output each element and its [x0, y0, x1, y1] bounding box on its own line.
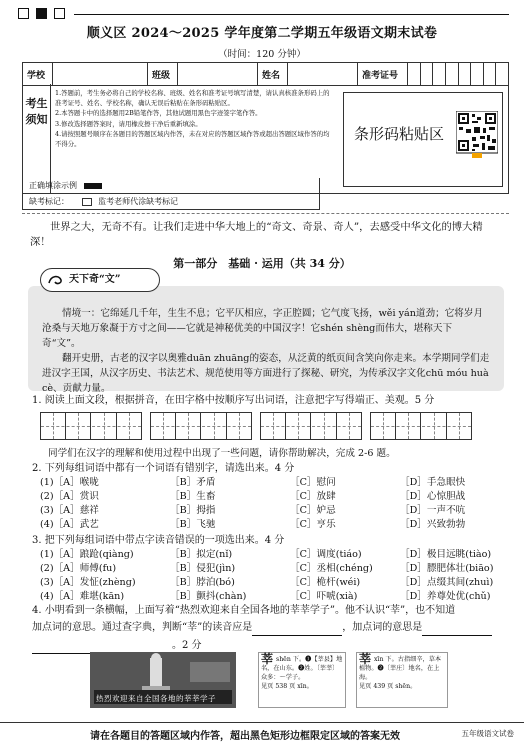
option[interactable]: ［B］生畜 — [170, 491, 216, 502]
class-field[interactable] — [178, 63, 258, 86]
absent-row — [22, 194, 320, 210]
notice-label: 考生须知 — [23, 84, 51, 194]
reading-tag — [40, 268, 160, 292]
absent-label: 缺考标记： — [29, 197, 69, 206]
option[interactable]: ［B］拟定(nǐ) — [170, 549, 233, 560]
question-4-line1: 4. 小明看到一条横幅，上面写着“热烈欢迎来自全国各地的莘莘学子”。他不认识“莘”，也不知道 — [32, 605, 456, 616]
option[interactable]: (3)［A］发怔(zhèng) — [40, 577, 136, 588]
option[interactable]: ［C］丞相(chéng) — [290, 563, 373, 574]
option[interactable]: ［D］点缀其间(zhuì) — [400, 577, 494, 588]
footer-subject: 五年级语文试卷 — [461, 729, 514, 738]
exam-title: 顺义区 2024～2025 学年度第二学期五年级语文期末试卷 — [86, 26, 438, 41]
answer-blank-meaning[interactable] — [422, 621, 492, 636]
dict-body: shēn 下。❶【莘县】地名，在山东。❷姓。〔莘莘〕众多：～学子。 — [261, 656, 343, 681]
absent-checkbox[interactable] — [82, 198, 92, 206]
option[interactable]: ［B］颤抖(chàn) — [170, 591, 247, 602]
section-title: 第一部分 基础 · 运用（共 34 分） — [173, 257, 351, 270]
notice-item: 2.本答题卡中的选择题用2B铅笔作答，其他试题用黑色字迹签字笔作答。 — [55, 109, 262, 118]
answer-grid-4[interactable] — [370, 412, 472, 440]
option[interactable]: (3)［A］慈祥 — [40, 505, 99, 516]
tianzige-row — [40, 412, 500, 440]
option[interactable]: ［B］飞驰 — [170, 519, 216, 530]
option[interactable]: ［D］极目远眺(tiào) — [400, 549, 492, 560]
option[interactable]: ［D］心惊胆战 — [400, 491, 466, 502]
banner-photo — [90, 652, 236, 708]
option[interactable]: (1)［A］踉跄(qiàng) — [40, 549, 134, 560]
question-2: 2. 下列每组词语中都有一个词语有错别字，请选出来。4 分 — [32, 463, 295, 474]
banner-text: 热烈欢迎来自全国各地的莘莘学子 — [96, 694, 216, 703]
option[interactable]: (2)［A］赏识 — [40, 491, 99, 502]
school-label: 学校 — [23, 63, 53, 86]
reading-tag-label: 天下奇“文” — [69, 274, 121, 285]
dict-page: 见页 439 页 shēn。 — [359, 683, 417, 690]
dictionary-entry-shen — [258, 652, 346, 708]
option[interactable]: ［D］一声不吭 — [400, 505, 466, 516]
dictionary-entry-xin — [356, 652, 448, 708]
name-label: 姓名 — [258, 63, 288, 86]
option[interactable]: ［C］吓唬(xià) — [290, 591, 358, 602]
notice-item: 4.请按照题号顺序在各题目的答题区域内作答，未在对应的答题区域作答或超出答题区域作答的均不得分。 — [55, 129, 330, 149]
option[interactable]: (4)［A］难堪(kān) — [40, 591, 125, 602]
notice-item: 3.修改选择题答案时，请用橡皮擦干净后重新填涂。 — [55, 119, 202, 128]
answer-blank-reading[interactable] — [252, 621, 342, 636]
footer-notice: 请在各题目的答题区域内作答，超出黑色矩形边框限定区域的答案无效 — [90, 731, 400, 742]
option[interactable]: ［B］侵犯(jìn) — [170, 563, 236, 574]
dict-head: 莘 — [261, 652, 274, 666]
exam-no-field[interactable] — [408, 63, 509, 86]
corner-square-outline — [18, 8, 29, 19]
corner-square-filled — [36, 8, 47, 19]
absent-note: 监考老师代涂缺考标记 — [98, 197, 179, 206]
question-1: 1. 阅读上面文段，根据拼音，在田字格中按顺序写出词语，注意把字写得端正、美观。5 分 — [32, 395, 435, 406]
answer-grid-2[interactable] — [150, 412, 252, 440]
class-label: 班级 — [148, 63, 178, 86]
option[interactable]: ［D］手急眼快 — [400, 477, 466, 488]
option[interactable]: ［C］亨乐 — [290, 519, 336, 530]
reading-p1: 情境一：它绵延几千年，生生不息；它平仄相应，字正腔圆；它气度飞扬，wěi yán道劲；它将岁月沧桑与天地万象凝于方寸之间——它就是神秘优美的中国汉字！它shén shèng而伟大，堪称天下奇“文”。 — [42, 308, 484, 349]
option[interactable]: ［B］拇指 — [170, 505, 216, 516]
answer-grid-3[interactable] — [260, 412, 362, 440]
header-rule — [74, 14, 509, 15]
fill-example-row — [22, 178, 320, 194]
dict-body: xīn 下。古指细辛，草本植物。❷〔莘庄〕地名，在上海。 — [359, 656, 442, 681]
option[interactable]: ［B］矛盾 — [170, 477, 216, 488]
question-4-line2: 加点词的意思。通过查字典，判断“莘”的读音应是 ，加点词的意思是 — [32, 621, 502, 636]
barcode-label: 条形码粘贴区 — [354, 125, 445, 143]
corner-square-outline — [54, 8, 65, 19]
divider — [22, 213, 509, 214]
option[interactable]: (4)［A］武艺 — [40, 519, 99, 530]
filled-mark-icon — [84, 183, 102, 189]
option[interactable]: ［C］慰问 — [290, 477, 336, 488]
question-3: 3. 把下列每组词语中带点字读音错误的一项选出来。4 分 — [32, 535, 285, 546]
barcode-area — [343, 92, 503, 187]
option[interactable]: ［C］调度(tiáo) — [290, 549, 362, 560]
option[interactable]: (1)［A］喉咙 — [40, 477, 99, 488]
notice-list — [55, 88, 335, 149]
option[interactable]: ［C］妒忌 — [290, 505, 336, 516]
dict-page: 见页 538 页 xīn。 — [261, 683, 313, 690]
option[interactable]: (2)［A］师傅(fu) — [40, 563, 117, 574]
option[interactable]: ［D］兴致勃勃 — [400, 519, 466, 530]
swirl-icon — [47, 273, 65, 287]
student-info-row — [22, 62, 509, 86]
notice-item: 1.答题前，考生务必将自己的学校名称、班级、姓名和准考证号填写清楚，请认真核准条形码上的准考证号、姓名、学校名称，确认无误后粘贴在条形码粘贴区。 — [55, 89, 330, 108]
intro-paragraph: 世界之大，无奇不有。让我们走进中华大地上的“奇文、奇景、奇人”，去感受中华文化的博大精深！ — [30, 221, 483, 248]
bridge-text: 同学们在汉字的理解和使用过程中出现了一些问题，请你帮助解决，完成 2-6 题。 — [48, 448, 396, 459]
option[interactable]: ［B］脖泊(bó) — [170, 577, 235, 588]
question-4: 4. 小明看到一条横幅，上面写着“热烈欢迎来自全国各地的莘莘学子”。他不认识“莘”，也不知道 加点词的意思。通过查字典，判断“莘”的读音应是 ，加点词的意思是 。2 分 — [32, 604, 502, 654]
dict-head: 莘 — [359, 652, 372, 666]
footer — [0, 722, 524, 743]
reading-text — [42, 306, 490, 396]
option[interactable]: ［D］膘肥体壮(biāo) — [400, 563, 494, 574]
reading-p2: 翻开史册，古老的汉字以奥雅duān zhuāng的姿态，从泛黄的纸页间含笑向你走来。本学期同学们走进汉字王国，从汉字历史、书法艺术、规范使用等方面进行了探秘、研究，为传承汉字文化chū móu huà cè、贡献力量。 — [42, 353, 490, 394]
option[interactable]: ［D］养尊处优(chǔ) — [400, 591, 491, 602]
exam-time: （时间：120 分钟） — [218, 49, 306, 60]
school-field[interactable] — [53, 63, 148, 86]
qr-code-icon — [456, 111, 498, 159]
name-field[interactable] — [288, 63, 358, 86]
fill-example-label: 正确填涂示例 — [29, 181, 77, 190]
option[interactable]: ［C］桅杆(wéi) — [290, 577, 361, 588]
answer-grid-1[interactable] — [40, 412, 142, 440]
option[interactable]: ［C］放肆 — [290, 491, 336, 502]
exam-no-label: 准考证号 — [358, 63, 408, 86]
